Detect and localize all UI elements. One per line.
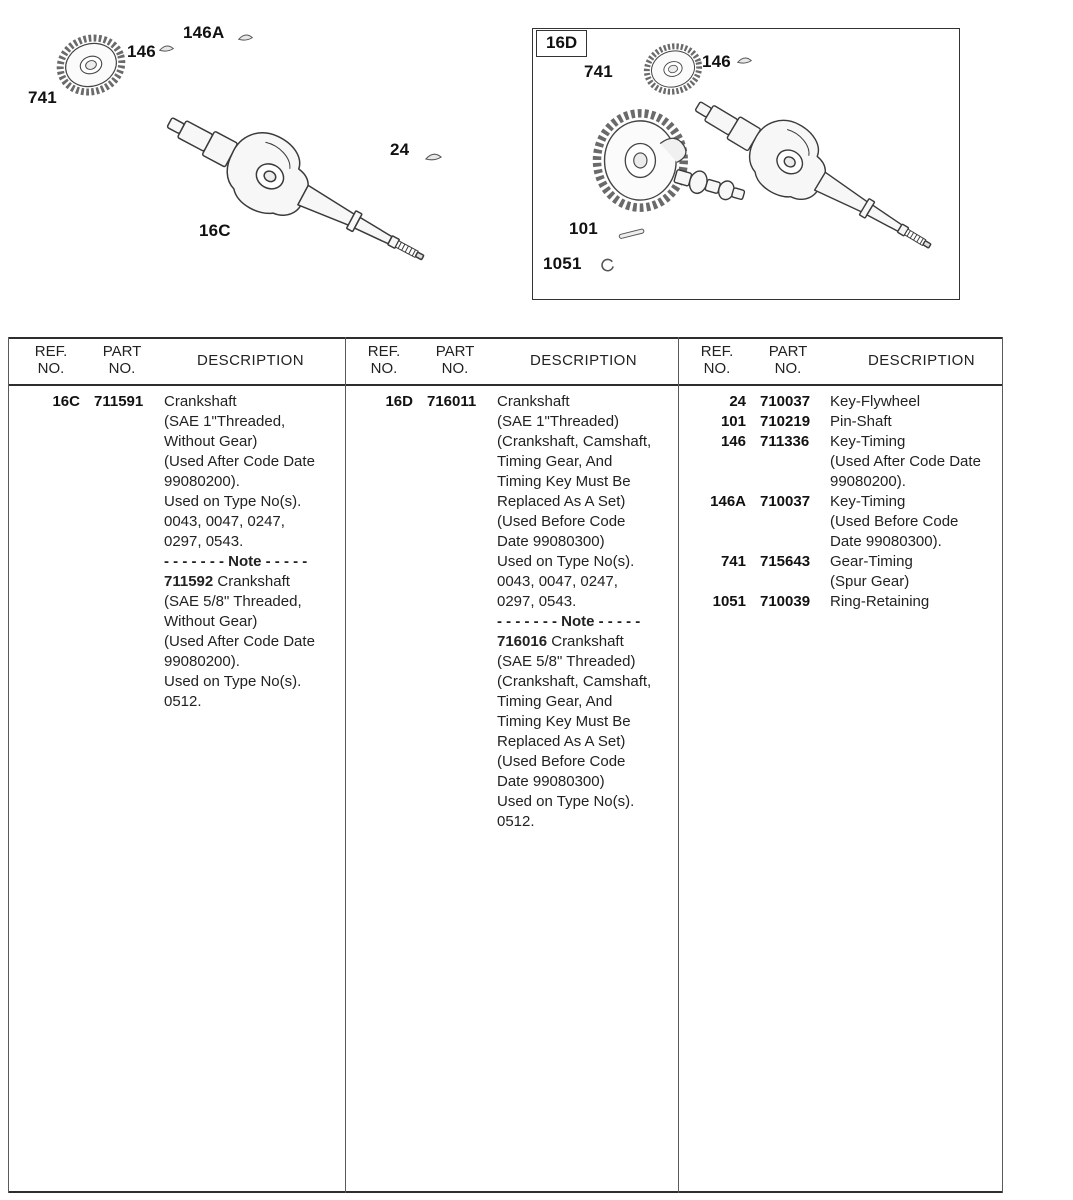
- description-line: Date 99080300): [497, 773, 605, 790]
- description-line: Without Gear): [164, 613, 258, 630]
- ref-no: 24: [729, 393, 746, 410]
- description-line: Date 99080300): [497, 533, 605, 550]
- callout-741-left: 741: [28, 88, 57, 107]
- description-line: 0297, 0543.: [497, 593, 577, 610]
- description-header: DESCRIPTION: [868, 351, 975, 369]
- description-line: Replaced As A Set): [497, 733, 626, 750]
- table-row: [688, 412, 1013, 432]
- callout-741-right: 741: [584, 62, 613, 81]
- ref-no: 16D: [385, 393, 413, 410]
- part-no: 710037: [760, 393, 811, 410]
- diagram-16d-label-box: [536, 30, 587, 57]
- table-top-rule: [8, 337, 1003, 339]
- description-header: DESCRIPTION: [530, 351, 637, 369]
- description-line: Replaced As A Set): [497, 493, 626, 510]
- description: [816, 432, 1013, 492]
- description-line: - - - - - - - Note - - - - -: [497, 613, 641, 630]
- description-line: Crankshaft: [497, 393, 570, 410]
- table-row: [688, 592, 1013, 612]
- table-header-rule: [8, 384, 1003, 386]
- description-line: (Used After Code Date: [164, 633, 315, 650]
- table-row: [688, 432, 1013, 492]
- description-line: Timing Key Must Be: [497, 713, 631, 730]
- key-timing-icon: [158, 44, 175, 55]
- description-line: (SAE 5/8" Threaded,: [164, 593, 302, 610]
- table-row: [22, 392, 337, 712]
- ref-no: 1051: [712, 593, 746, 610]
- description: [816, 592, 1013, 612]
- table-header-group-2: [355, 343, 670, 377]
- part-no: 710037: [760, 493, 811, 510]
- description-line: 716016 Crankshaft: [497, 633, 624, 650]
- part-no: 711336: [760, 433, 810, 450]
- description-line: (Crankshaft, Camshaft,: [497, 673, 652, 690]
- description-line: (SAE 5/8" Threaded): [497, 653, 636, 670]
- description: [816, 392, 1013, 412]
- description-line: 99080200).: [830, 473, 906, 490]
- ref-no-header: REF. NO.: [700, 343, 734, 377]
- key-timing-a-icon: [237, 33, 254, 44]
- description-line: Used on Type No(s).: [164, 493, 302, 510]
- description-line: Timing Gear, And: [497, 453, 613, 470]
- description: [816, 552, 1013, 592]
- crankshaft-illustration-left: [147, 81, 454, 301]
- table-row: [688, 392, 1013, 412]
- part-no: 710219: [760, 413, 811, 430]
- part-no-header: PART NO.: [768, 343, 808, 377]
- callout-16c: 16C: [199, 221, 231, 240]
- part-no-header: PART NO.: [102, 343, 142, 377]
- description-line: (Used After Code Date: [164, 453, 315, 470]
- table-left-rule: [8, 337, 9, 1193]
- description-line: 0043, 0047, 0247,: [497, 573, 618, 590]
- description-line: Ring-Retaining: [830, 593, 930, 610]
- description-line: Date 99080300).: [830, 533, 942, 550]
- description-header: DESCRIPTION: [197, 351, 304, 369]
- description-line: (Used Before Code: [830, 513, 959, 530]
- ref-no: 146: [720, 433, 746, 450]
- description: [816, 492, 1013, 552]
- description-line: 99080200).: [164, 653, 240, 670]
- description-line: Gear-Timing: [830, 553, 913, 570]
- ref-no: 16C: [52, 393, 80, 410]
- description-line: (Used Before Code: [497, 753, 626, 770]
- callout-24: 24: [390, 140, 410, 159]
- table-row: [355, 392, 670, 832]
- description-line: 0512.: [497, 813, 535, 830]
- part-no: 711591: [94, 393, 144, 410]
- table-divider-2: [678, 337, 679, 1193]
- description-line: 99080200).: [164, 473, 240, 490]
- callout-101: 101: [569, 219, 598, 238]
- description: [483, 392, 670, 832]
- key-timing-icon-right: [736, 56, 753, 67]
- description: [150, 392, 337, 712]
- ref-no: 146A: [710, 493, 746, 510]
- description-line: (Used Before Code: [497, 513, 626, 530]
- part-no: 710039: [760, 593, 811, 610]
- table-row: [688, 552, 1013, 592]
- description-line: Timing Gear, And: [497, 693, 613, 710]
- ref-no: 741: [720, 553, 746, 570]
- table-divider-1: [345, 337, 346, 1193]
- description-line: (Used After Code Date: [830, 453, 981, 470]
- description-line: (SAE 1"Threaded,: [164, 413, 286, 430]
- description-line: Used on Type No(s).: [497, 793, 635, 810]
- ref-no: 101: [720, 413, 746, 430]
- description-line: (Spur Gear): [830, 573, 910, 590]
- parts-column-3: [688, 392, 1013, 612]
- description-line: 0512.: [164, 693, 202, 710]
- description-line: Pin-Shaft: [830, 413, 892, 430]
- description-line: Key-Flywheel: [830, 393, 921, 410]
- description-line: (Crankshaft, Camshaft,: [497, 433, 652, 450]
- description-line: Used on Type No(s).: [164, 673, 302, 690]
- parts-column-2: [355, 392, 670, 832]
- description-line: 0297, 0543.: [164, 533, 244, 550]
- description-line: Key-Timing: [830, 433, 906, 450]
- part-no: 715643: [760, 553, 811, 570]
- description-line: (SAE 1"Threaded): [497, 413, 620, 430]
- ref-no-header: REF. NO.: [367, 343, 401, 377]
- callout-1051: 1051: [543, 254, 582, 273]
- callout-146-right: 146: [702, 52, 731, 71]
- callout-16d: 16D: [546, 33, 578, 52]
- ref-no-header: REF. NO.: [34, 343, 68, 377]
- description-line: 711592 Crankshaft: [164, 573, 290, 590]
- key-flywheel-icon: [424, 152, 443, 164]
- table-bottom-rule: [8, 1191, 1003, 1193]
- parts-column-1: [22, 392, 337, 712]
- callout-146-left: 146: [127, 42, 156, 61]
- description: [816, 412, 1013, 432]
- description-line: Without Gear): [164, 433, 258, 450]
- part-no-header: PART NO.: [435, 343, 475, 377]
- table-header-group-1: [22, 343, 337, 377]
- table-row: [688, 492, 1013, 552]
- description-line: Key-Timing: [830, 493, 906, 510]
- description-line: Timing Key Must Be: [497, 473, 631, 490]
- table-header-group-3: [688, 343, 1013, 377]
- description-line: - - - - - - - Note - - - - -: [164, 553, 308, 570]
- description-line: 0043, 0047, 0247,: [164, 513, 285, 530]
- description-line: Crankshaft: [164, 393, 237, 410]
- description-line: Used on Type No(s).: [497, 553, 635, 570]
- retaining-ring-icon: [600, 258, 615, 273]
- callout-146a: 146A: [183, 23, 225, 42]
- part-no: 716011: [427, 393, 477, 410]
